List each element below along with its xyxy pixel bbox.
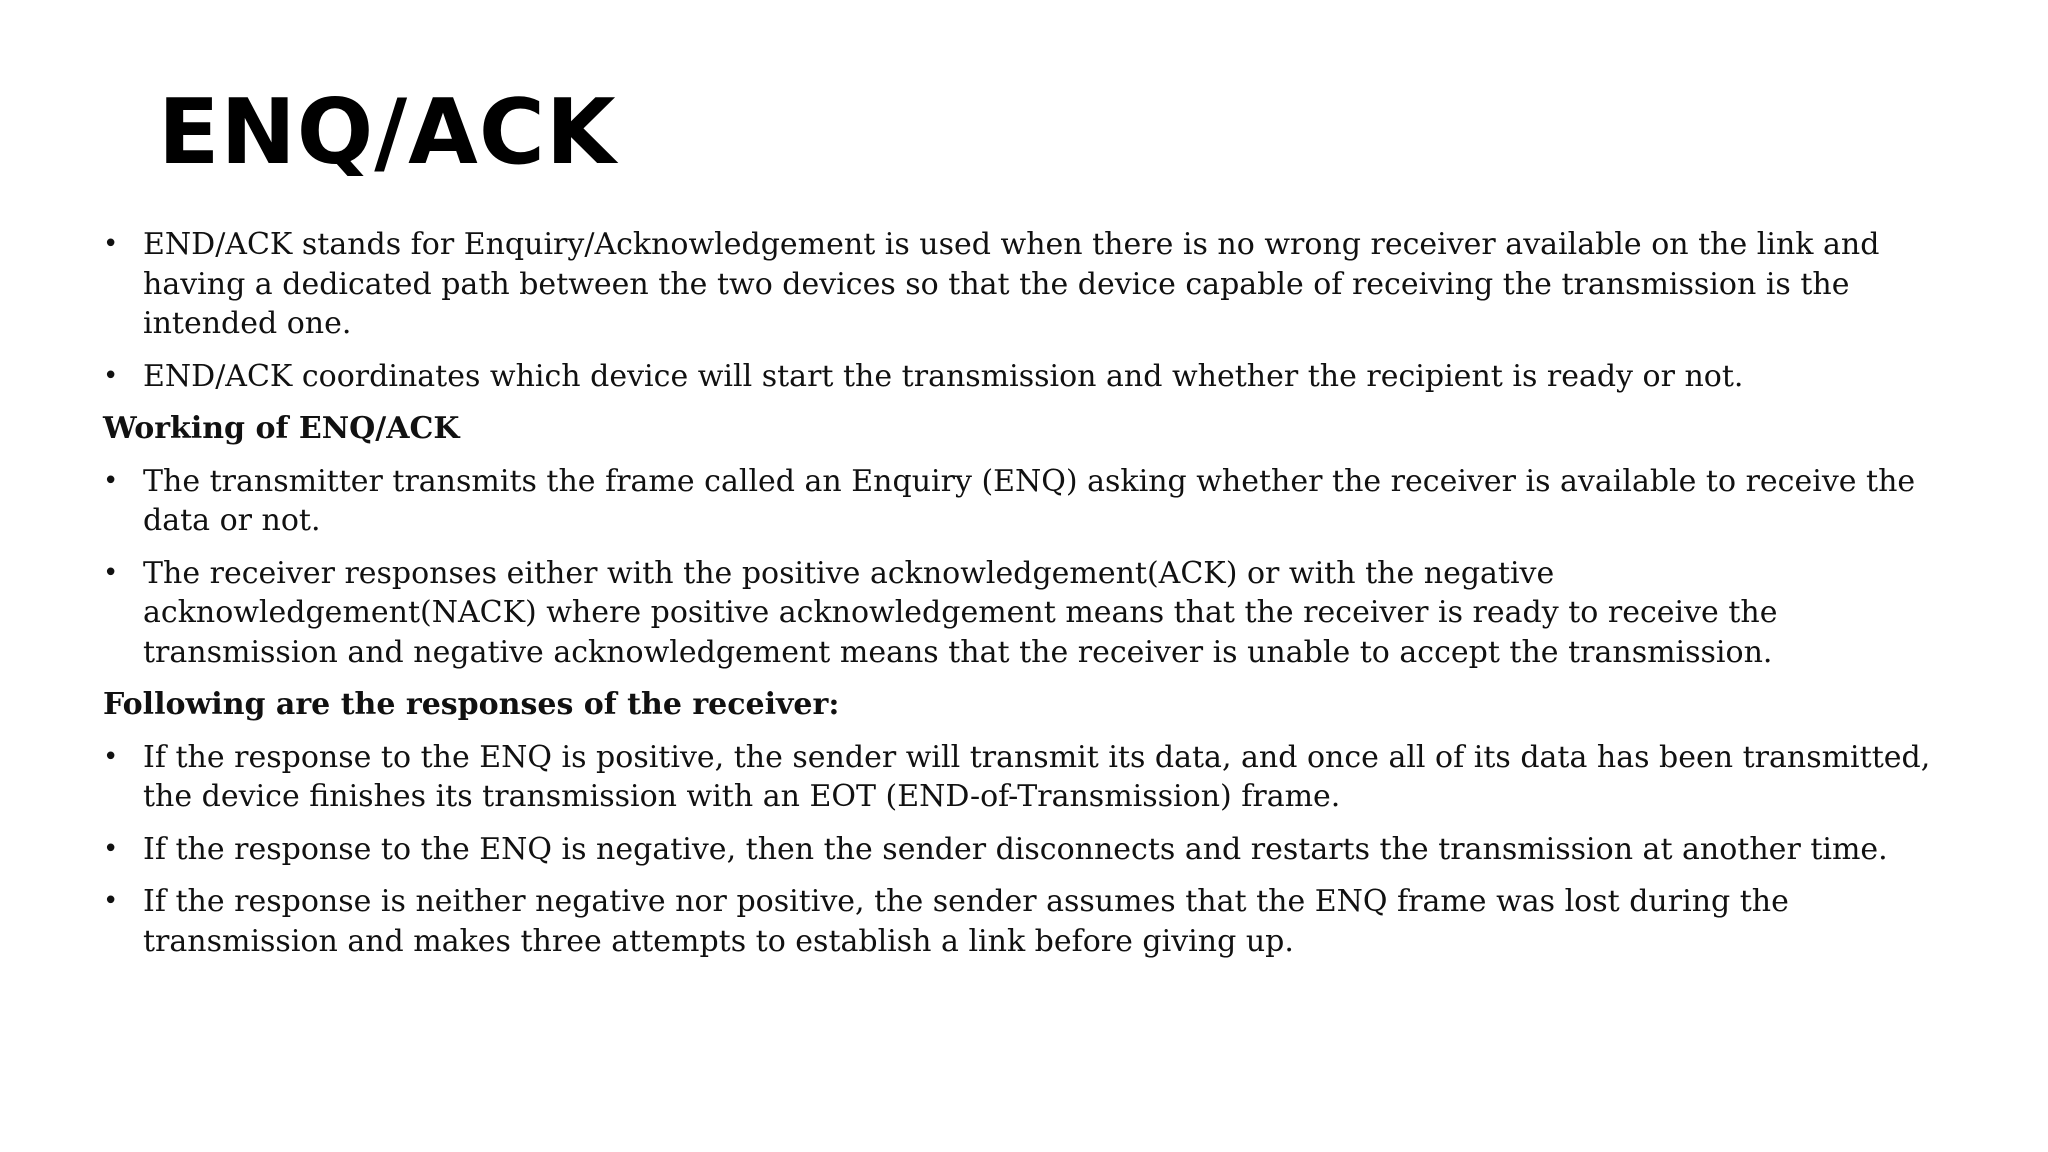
slide-title: ENQ/ACK	[158, 80, 617, 185]
bullet-item	[103, 830, 1943, 870]
bullet-icon: •	[103, 557, 119, 588]
bullet-text: The transmitter transmits the frame called an Enquiry (ENQ) asking whether the receiver is available to receive the data or not.	[143, 463, 1916, 538]
bullet-icon: •	[103, 465, 119, 496]
bullet-item	[103, 738, 1943, 817]
section-heading-responses: Following are the responses of the receiver:	[103, 687, 840, 722]
bullet-text: If the response is neither negative nor positive, the sender assumes that the ENQ frame was lost during the transmission and makes three attempts to establish a link before giving up.	[143, 884, 1789, 959]
bullet-text: END/ACK stands for Enquiry/Acknowledgement is used when there is no wrong receiver available on the link and having a dedicated path between the two devices so that the device capable of receiving the transmission is the intended one.	[143, 227, 1880, 341]
bullet-icon: •	[103, 741, 119, 772]
bullet-item	[103, 225, 1943, 344]
bullet-text: If the response to the ENQ is negative, then the sender disconnects and restarts the transmission at another time.	[143, 831, 1888, 867]
bullet-icon: •	[103, 360, 119, 391]
bullet-text: The receiver responses either with the positive acknowledgement(ACK) or with the negative acknowledgement(NACK) where positive acknowledgement means that the receiver is ready to receive the transmission and negative acknowledgement means that the receiver is unable to accept the transmission.	[143, 555, 1778, 670]
bullet-icon: •	[103, 886, 119, 916]
bullet-text: If the response to the ENQ is positive, the sender will transmit its data, and once all of its data has been transmitted, the device finishes its transmission with an EOT (END-of-Transmission) frame.	[143, 739, 1931, 814]
bullet-text: END/ACK coordinates which device will start the transmission and whether the recipient is ready or not.	[143, 358, 1744, 394]
bullet-item	[103, 882, 1943, 961]
section-heading-working: Working of ENQ/ACK	[103, 411, 460, 446]
bullet-icon: •	[103, 833, 119, 864]
slide-content	[103, 225, 1943, 974]
bullet-item	[103, 554, 1943, 673]
bullet-item	[103, 357, 1943, 397]
bullet-item	[103, 462, 1943, 541]
bullet-icon: •	[103, 229, 119, 259]
